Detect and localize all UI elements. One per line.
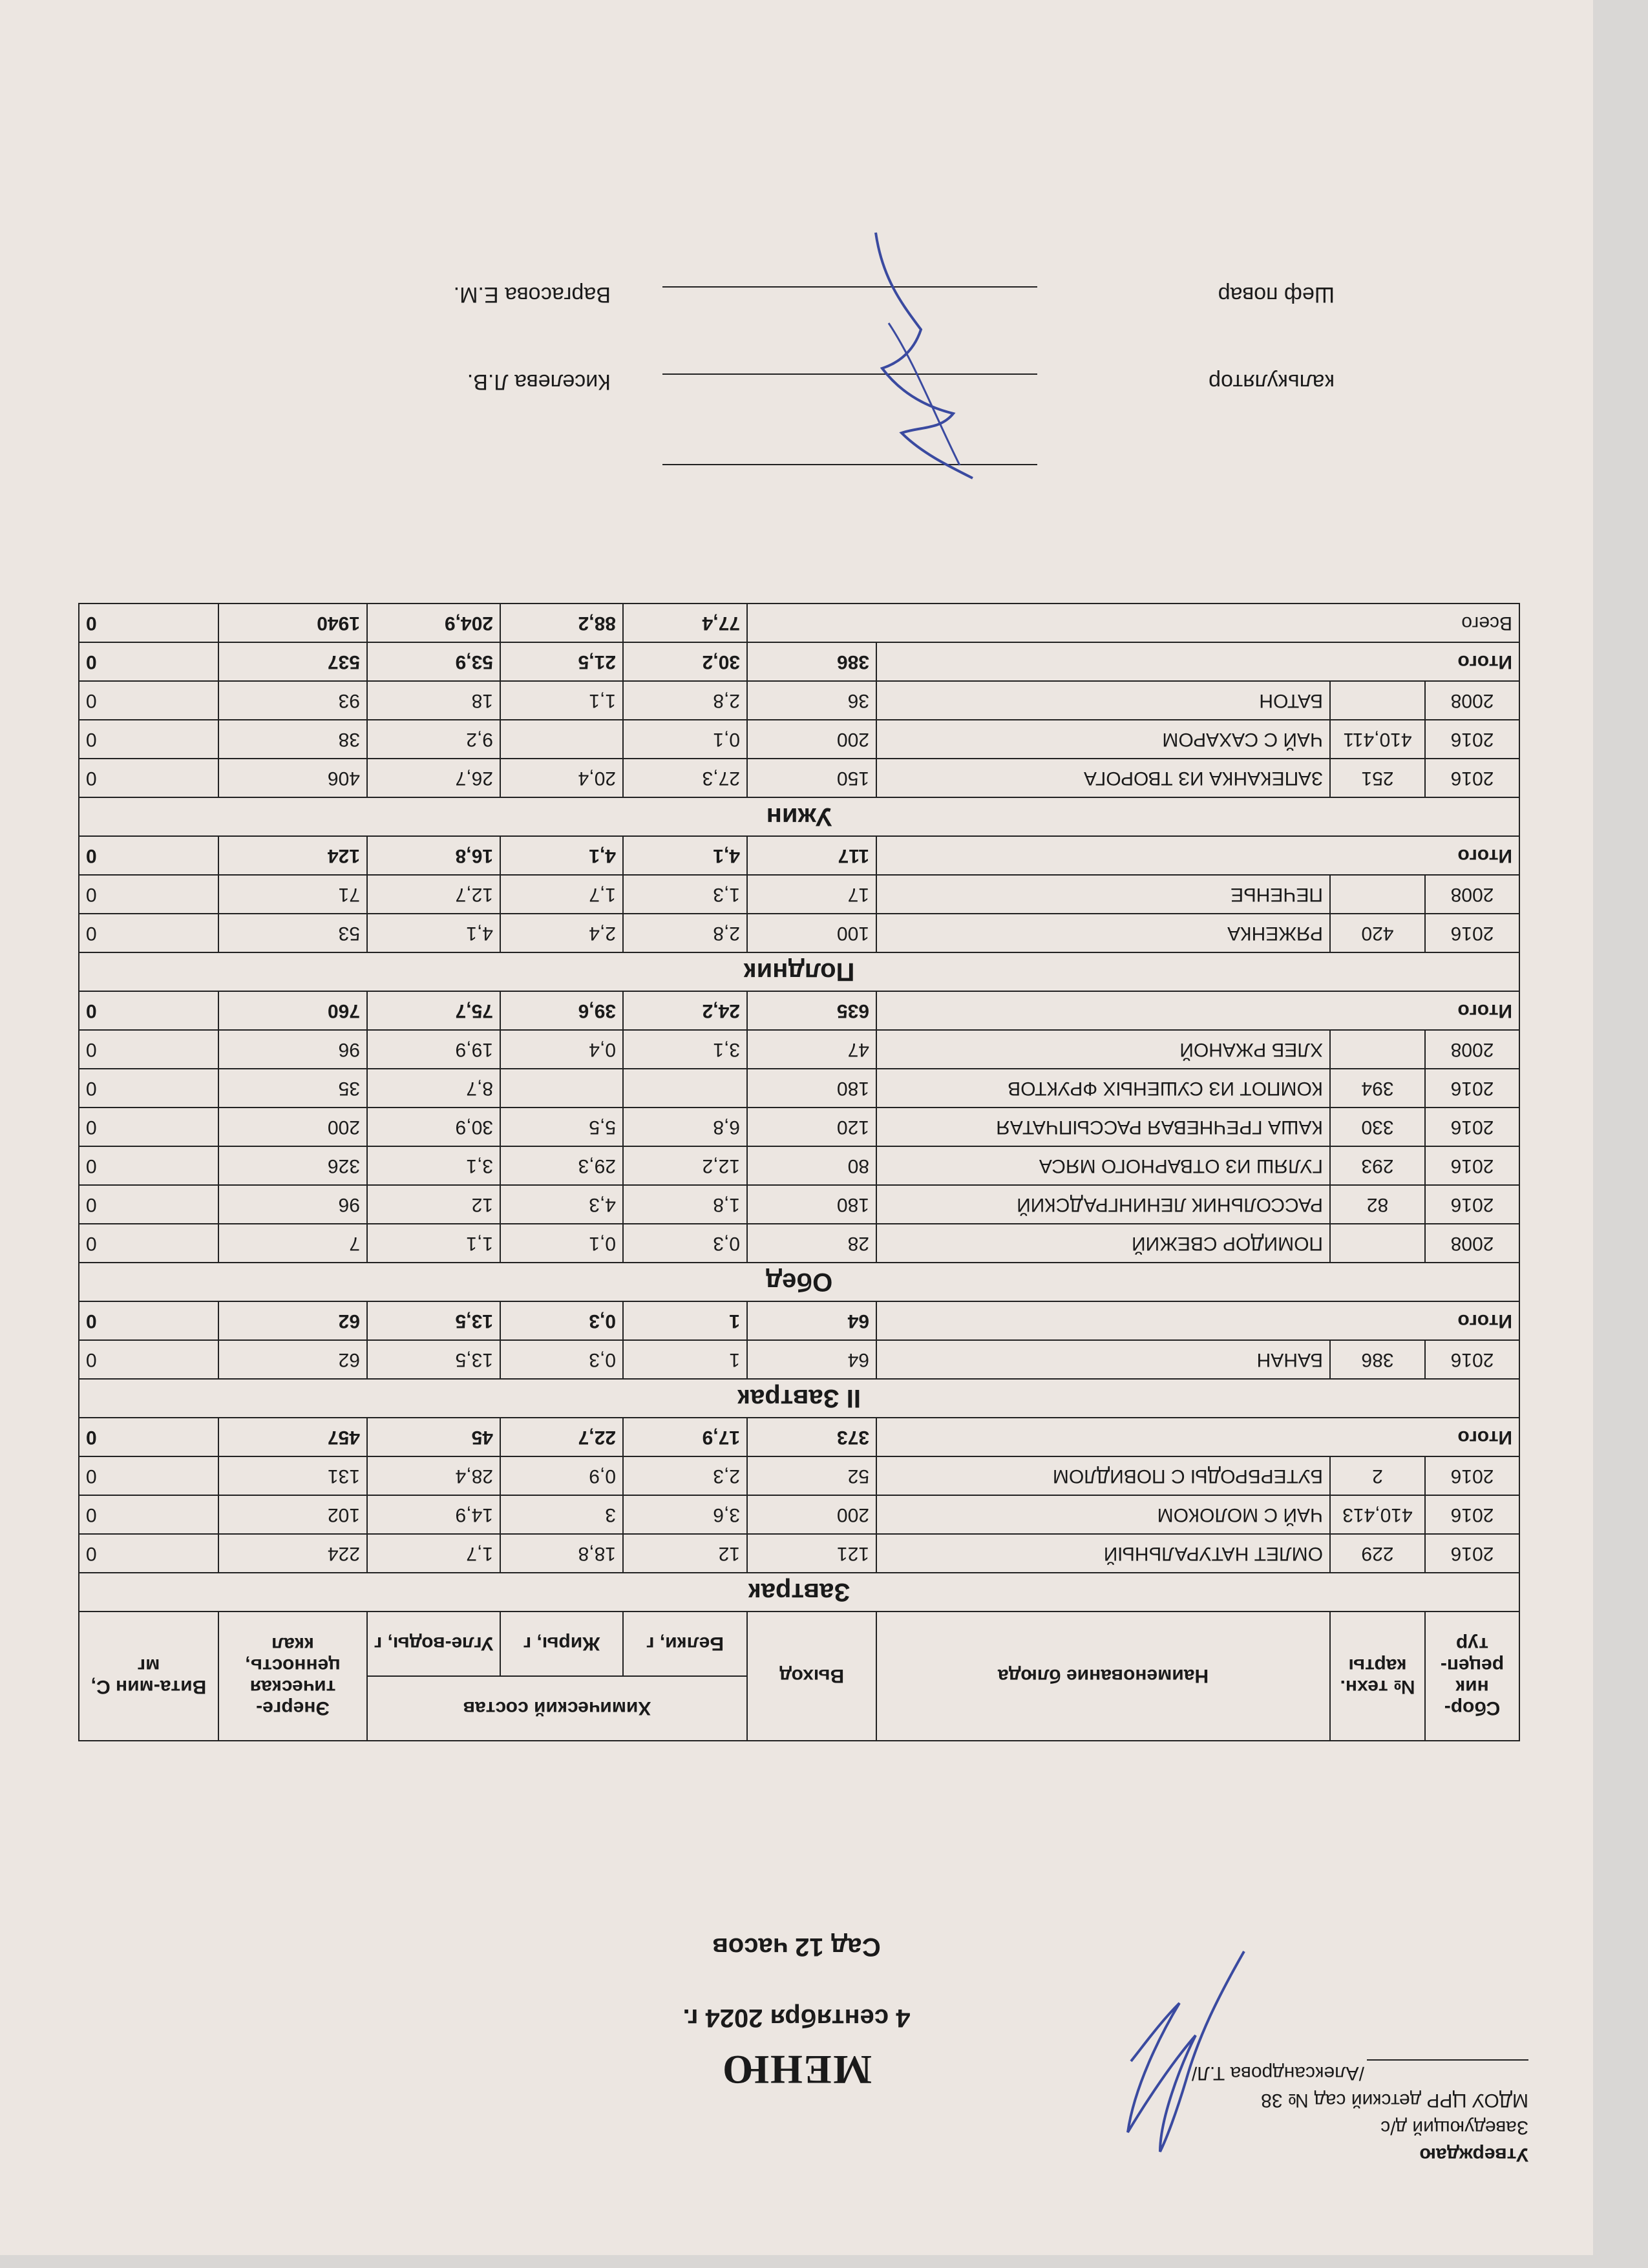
grand-total-label: Всего — [747, 604, 1519, 642]
total-row — [79, 642, 1519, 681]
tech-card-cell: 82 — [1330, 1185, 1425, 1224]
yield-cell: 52 — [747, 1456, 876, 1495]
total-row — [79, 1301, 1519, 1340]
yield-cell: 100 — [747, 914, 876, 952]
tech-card-cell — [1330, 875, 1425, 914]
section-title: Ужин — [79, 797, 1519, 836]
dish-name-cell: ЧАЙ С МОЛОКОМ — [876, 1495, 1330, 1534]
protein-cell: 1,8 — [623, 1185, 747, 1224]
dish-name-cell: РАССОЛЬНИК ЛЕНИНГРАДСКИЙ — [876, 1185, 1330, 1224]
total-vitamin: 0 — [79, 1301, 218, 1340]
approval-signer: /Александрова Т.Л/ — [1191, 2063, 1364, 2084]
table-row — [79, 1456, 1519, 1495]
approval-title: Утверждаю — [1419, 2144, 1528, 2165]
energy-cell: 224 — [218, 1534, 367, 1573]
total-vitamin: 0 — [79, 1418, 218, 1456]
energy-cell: 102 — [218, 1495, 367, 1534]
total-protein: 1 — [623, 1301, 747, 1340]
tech-card-cell: 410,413 — [1330, 1495, 1425, 1534]
fat-cell: 29,3 — [500, 1146, 623, 1185]
recipe-book-cell: 2016 — [1425, 759, 1519, 797]
recipe-book-cell: 2008 — [1425, 681, 1519, 720]
carb-cell: 9,2 — [367, 720, 500, 759]
vitamin-cell: 0 — [79, 1146, 218, 1185]
menu-date: 4 сентября 2024 г. — [682, 2004, 911, 2032]
fat-cell: 20,4 — [500, 759, 623, 797]
vitamin-cell: 0 — [79, 1185, 218, 1224]
section-title: II Завтрак — [79, 1379, 1519, 1418]
recipe-book-cell: 2016 — [1425, 1185, 1519, 1224]
header-vitamin: Вита-мин С, мг — [79, 1612, 218, 1741]
total-energy: 760 — [218, 991, 367, 1030]
vitamin-cell: 0 — [79, 1340, 218, 1379]
recipe-book-cell: 2008 — [1425, 1030, 1519, 1069]
grand-total-energy: 1940 — [218, 604, 367, 642]
tech-card-cell: 410,411 — [1330, 720, 1425, 759]
total-label: Итого — [876, 1301, 1519, 1340]
section-title: Полдник — [79, 952, 1519, 991]
section-row-breakfast — [79, 1573, 1519, 1612]
dish-name-cell: ХЛЕБ РЖАНОЙ — [876, 1030, 1330, 1069]
yield-cell: 180 — [747, 1185, 876, 1224]
total-yield: 373 — [747, 1418, 876, 1456]
header-protein: Белки, г — [623, 1612, 747, 1676]
grand-total-row — [79, 604, 1519, 642]
vitamin-cell: 0 — [79, 681, 218, 720]
total-yield: 386 — [747, 642, 876, 681]
table-row — [79, 1030, 1519, 1069]
vitamin-cell: 0 — [79, 875, 218, 914]
vitamin-cell: 0 — [79, 1224, 218, 1263]
carb-cell: 14,9 — [367, 1495, 500, 1534]
table-row — [79, 875, 1519, 914]
calculator-role: калькулятор — [1209, 370, 1335, 394]
yield-cell: 36 — [747, 681, 876, 720]
yield-cell: 150 — [747, 759, 876, 797]
table-row — [79, 1108, 1519, 1146]
table-row — [79, 914, 1519, 952]
yield-cell: 80 — [747, 1146, 876, 1185]
total-label: Итого — [876, 991, 1519, 1030]
header-fat: Жиры, г — [500, 1612, 623, 1676]
energy-cell: 38 — [218, 720, 367, 759]
header-carb: Угле-воды, г — [367, 1612, 500, 1676]
energy-cell: 71 — [218, 875, 367, 914]
carb-cell: 1,1 — [367, 1224, 500, 1263]
vitamin-cell: 0 — [79, 1495, 218, 1534]
chef-role: Шеф повар — [1218, 282, 1335, 307]
protein-cell: 2,3 — [623, 1456, 747, 1495]
energy-cell: 62 — [218, 1340, 367, 1379]
total-fat: 22,7 — [500, 1418, 623, 1456]
total-protein: 17,9 — [623, 1418, 747, 1456]
yield-cell: 28 — [747, 1224, 876, 1263]
total-vitamin: 0 — [79, 642, 218, 681]
chef-name: Варгасова Е.М. — [453, 282, 611, 307]
total-carb: 45 — [367, 1418, 500, 1456]
header-yield: Выход — [747, 1612, 876, 1741]
carb-cell: 3,1 — [367, 1146, 500, 1185]
vitamin-cell: 0 — [79, 1030, 218, 1069]
recipe-book-cell: 2008 — [1425, 1224, 1519, 1263]
energy-cell: 200 — [218, 1108, 367, 1146]
yield-cell: 64 — [747, 1340, 876, 1379]
energy-cell: 93 — [218, 681, 367, 720]
total-protein: 24,2 — [623, 991, 747, 1030]
tech-card-cell: 386 — [1330, 1340, 1425, 1379]
section-row-dinner — [79, 797, 1519, 836]
recipe-book-cell: 2008 — [1425, 875, 1519, 914]
total-row — [79, 836, 1519, 875]
fat-cell: 3 — [500, 1495, 623, 1534]
dish-name-cell: БАНАН — [876, 1340, 1330, 1379]
total-vitamin: 0 — [79, 836, 218, 875]
fat-cell: 0,1 — [500, 1224, 623, 1263]
section-row-snack — [79, 952, 1519, 991]
protein-cell: 3,1 — [623, 1030, 747, 1069]
total-row — [79, 991, 1519, 1030]
yield-cell: 120 — [747, 1108, 876, 1146]
protein-cell — [623, 1069, 747, 1108]
recipe-book-cell: 2016 — [1425, 914, 1519, 952]
total-label: Итого — [876, 836, 1519, 875]
table-row — [79, 1224, 1519, 1263]
section-row-lunch — [79, 1263, 1519, 1301]
section-row-breakfast2 — [79, 1379, 1519, 1418]
grand-total-fat: 88,2 — [500, 604, 623, 642]
total-energy: 62 — [218, 1301, 367, 1340]
table-row — [79, 1069, 1519, 1108]
total-row — [79, 1418, 1519, 1456]
total-label: Итого — [876, 1418, 1519, 1456]
dish-name-cell: ЗАПЕКАНКА ИЗ ТВОРОГА — [876, 759, 1330, 797]
carb-cell: 28,4 — [367, 1456, 500, 1495]
table-row — [79, 1534, 1519, 1573]
recipe-book-cell: 2016 — [1425, 1340, 1519, 1379]
protein-cell: 12,2 — [623, 1146, 747, 1185]
table-row — [79, 1146, 1519, 1185]
tech-card-cell: 2 — [1330, 1456, 1425, 1495]
carb-cell: 12,7 — [367, 875, 500, 914]
vitamin-cell: 0 — [79, 914, 218, 952]
fat-cell: 2,4 — [500, 914, 623, 952]
approval-position: Заведующий д/с — [1380, 2117, 1528, 2138]
protein-cell: 27,3 — [623, 759, 747, 797]
tech-card-cell — [1330, 1030, 1425, 1069]
header-collection: Сбор-ник рецеп-тур — [1425, 1612, 1519, 1741]
fat-cell: 0,4 — [500, 1030, 623, 1069]
grand-total-vitamin: 0 — [79, 604, 218, 642]
protein-cell: 6,8 — [623, 1108, 747, 1146]
calculator-name: Киселева Л.В. — [467, 370, 611, 394]
total-protein: 30,2 — [623, 642, 747, 681]
header-energy: Энерге-тическая ценность, ккал — [218, 1612, 367, 1741]
dish-name-cell: РЯЖЕНКА — [876, 914, 1330, 952]
total-fat: 39,6 — [500, 991, 623, 1030]
yield-cell: 180 — [747, 1069, 876, 1108]
fat-cell: 0,9 — [500, 1456, 623, 1495]
dish-name-cell: ПЕЧЕНЬЕ — [876, 875, 1330, 914]
yield-cell: 121 — [747, 1534, 876, 1573]
total-yield: 117 — [747, 836, 876, 875]
total-vitamin: 0 — [79, 991, 218, 1030]
protein-cell: 1 — [623, 1340, 747, 1379]
section-title: Обед — [79, 1263, 1519, 1301]
grand-total-carb: 204,9 — [367, 604, 500, 642]
section-title: Завтрак — [79, 1573, 1519, 1612]
total-carb: 53,9 — [367, 642, 500, 681]
energy-cell: 7 — [218, 1224, 367, 1263]
protein-cell: 1,3 — [623, 875, 747, 914]
energy-cell: 96 — [218, 1030, 367, 1069]
total-yield: 635 — [747, 991, 876, 1030]
total-fat: 21,5 — [500, 642, 623, 681]
total-label: Итого — [876, 642, 1519, 681]
approval-org: МДОУ ЦРР детский сад № 38 — [1261, 2090, 1528, 2111]
vitamin-cell: 0 — [79, 1069, 218, 1108]
recipe-book-cell: 2016 — [1425, 1108, 1519, 1146]
page-title: МЕНЮ — [721, 2047, 872, 2093]
yield-cell: 200 — [747, 1495, 876, 1534]
protein-cell: 0,1 — [623, 720, 747, 759]
fat-cell: 18,8 — [500, 1534, 623, 1573]
carb-cell: 30,9 — [367, 1108, 500, 1146]
table-row — [79, 1340, 1519, 1379]
dish-name-cell: КОМПОТ ИЗ СУШЕНЫХ ФРУКТОВ — [876, 1069, 1330, 1108]
carb-cell: 19,9 — [367, 1030, 500, 1069]
protein-cell: 3,6 — [623, 1495, 747, 1534]
fat-cell: 1,1 — [500, 681, 623, 720]
protein-cell: 12 — [623, 1534, 747, 1573]
total-yield: 64 — [747, 1301, 876, 1340]
carb-cell: 8,7 — [367, 1069, 500, 1108]
total-carb: 75,7 — [367, 991, 500, 1030]
recipe-book-cell: 2016 — [1425, 720, 1519, 759]
energy-cell: 326 — [218, 1146, 367, 1185]
tech-card-cell: 293 — [1330, 1146, 1425, 1185]
header-dish-name: Наименование блюда — [876, 1612, 1330, 1741]
table-row — [79, 720, 1519, 759]
fat-cell: 0,3 — [500, 1340, 623, 1379]
energy-cell: 131 — [218, 1456, 367, 1495]
staff-signature — [830, 220, 998, 491]
fat-cell — [500, 720, 623, 759]
menu-group: Сад 12 часов — [712, 1933, 881, 1961]
dish-name-cell: КАША ГРЕЧНЕВАЯ РАССЫПЧАТАЯ — [876, 1108, 1330, 1146]
carb-cell: 18 — [367, 681, 500, 720]
yield-cell: 47 — [747, 1030, 876, 1069]
tech-card-cell: 420 — [1330, 914, 1425, 952]
table-row — [79, 1495, 1519, 1534]
protein-cell: 0,3 — [623, 1224, 747, 1263]
tech-card-cell — [1330, 681, 1425, 720]
header-chem-group: Химический состав — [367, 1676, 747, 1741]
grand-total-protein: 77,4 — [623, 604, 747, 642]
fat-cell: 4,3 — [500, 1185, 623, 1224]
protein-cell: 2,8 — [623, 914, 747, 952]
total-carb: 16,8 — [367, 836, 500, 875]
vitamin-cell: 0 — [79, 759, 218, 797]
energy-cell: 35 — [218, 1069, 367, 1108]
recipe-book-cell: 2016 — [1425, 1495, 1519, 1534]
carb-cell: 12 — [367, 1185, 500, 1224]
total-energy: 457 — [218, 1418, 367, 1456]
dish-name-cell: БУТЕРБРОДЫ С ПОВИДЛОМ — [876, 1456, 1330, 1495]
header-card: № техн. карты — [1330, 1612, 1425, 1741]
total-fat: 0,3 — [500, 1301, 623, 1340]
energy-cell: 53 — [218, 914, 367, 952]
total-carb: 13,5 — [367, 1301, 500, 1340]
carb-cell: 1,7 — [367, 1534, 500, 1573]
dish-name-cell: БАТОН — [876, 681, 1330, 720]
table-row — [79, 759, 1519, 797]
energy-cell: 96 — [218, 1185, 367, 1224]
tech-card-cell: 330 — [1330, 1108, 1425, 1146]
menu-table — [78, 603, 1520, 1741]
vitamin-cell: 0 — [79, 1456, 218, 1495]
tech-card-cell — [1330, 1224, 1425, 1263]
dish-name-cell: ЧАЙ С САХАРОМ — [876, 720, 1330, 759]
yield-cell: 200 — [747, 720, 876, 759]
carb-cell: 13,5 — [367, 1340, 500, 1379]
table-row — [79, 681, 1519, 720]
carb-cell: 26,7 — [367, 759, 500, 797]
recipe-book-cell: 2016 — [1425, 1534, 1519, 1573]
fat-cell — [500, 1069, 623, 1108]
tech-card-cell: 229 — [1330, 1534, 1425, 1573]
recipe-book-cell: 2016 — [1425, 1069, 1519, 1108]
total-protein: 4,1 — [623, 836, 747, 875]
total-energy: 124 — [218, 836, 367, 875]
carb-cell: 4,1 — [367, 914, 500, 952]
yield-cell: 17 — [747, 875, 876, 914]
vitamin-cell: 0 — [79, 1534, 218, 1573]
recipe-book-cell: 2016 — [1425, 1146, 1519, 1185]
tech-card-cell: 251 — [1330, 759, 1425, 797]
tech-card-cell: 394 — [1330, 1069, 1425, 1108]
vitamin-cell: 0 — [79, 1108, 218, 1146]
protein-cell: 2,8 — [623, 681, 747, 720]
table-row — [79, 1185, 1519, 1224]
fat-cell: 1,7 — [500, 875, 623, 914]
dish-name-cell: ОМЛЕТ НАТУРАЛЬНЫЙ — [876, 1534, 1330, 1573]
dish-name-cell: ПОМИДОР СВЕЖИЙ — [876, 1224, 1330, 1263]
vitamin-cell: 0 — [79, 720, 218, 759]
total-fat: 4,1 — [500, 836, 623, 875]
fat-cell: 5,5 — [500, 1108, 623, 1146]
recipe-book-cell: 2016 — [1425, 1456, 1519, 1495]
dish-name-cell: ГУЛЯШ ИЗ ОТВАРНОГО МЯСА — [876, 1146, 1330, 1185]
energy-cell: 406 — [218, 759, 367, 797]
total-energy: 537 — [218, 642, 367, 681]
